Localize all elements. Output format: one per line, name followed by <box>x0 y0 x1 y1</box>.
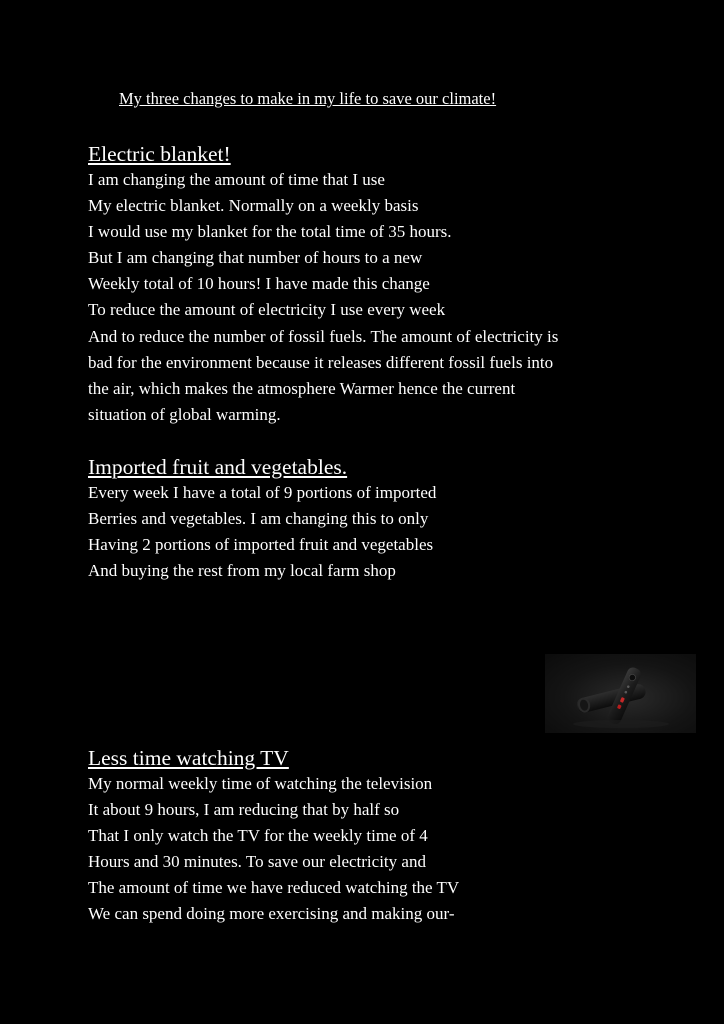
paragraph-line: bad for the environment because it releases different fossil fuels into <box>88 352 554 372</box>
paragraph-line: My normal weekly time of watching the television <box>88 774 433 793</box>
paragraph-line: Hours and 30 minutes. To save our electricity and <box>88 852 426 872</box>
paragraph-line: And buying the rest from my local farm shop <box>88 561 396 581</box>
section-electric-blanket <box>88 141 688 428</box>
paragraph-line: Every week I have a total of 9 portions of imported <box>88 483 437 502</box>
paragraph-line: To reduce the amount of electricity I use every week <box>88 300 446 320</box>
paragraph-line: That I only watch the TV for the weekly time of 4 <box>88 826 428 846</box>
section-imported-fruit <box>88 454 688 584</box>
section-heading: Electric blanket! <box>88 142 231 166</box>
paragraph-line: situation of global warming. <box>88 404 281 424</box>
page-title: My three changes to make in my life to save our climate! <box>119 89 497 108</box>
paragraph-line: the air, which makes the atmosphere Warmer hence the current <box>88 378 516 398</box>
paragraph-line: I am changing the amount of time that I use <box>88 170 385 189</box>
section-heading: Less time watching TV <box>88 746 289 770</box>
paragraph-line: The amount of time we have reduced watching the TV <box>88 878 460 898</box>
tv-remote-photo <box>545 654 696 733</box>
section-less-tv <box>88 745 688 928</box>
paragraph-line: Weekly total of 10 hours! I have made this change <box>88 274 430 294</box>
section-heading: Imported fruit and vegetables. <box>88 455 348 479</box>
paragraph-line: Having 2 portions of imported fruit and vegetables <box>88 535 434 555</box>
paragraph-line: My electric blanket. Normally on a weekly basis <box>88 196 419 216</box>
paragraph-line: We can spend doing more exercising and making our- <box>88 904 455 924</box>
paragraph-line: But I am changing that number of hours to a new <box>88 248 423 268</box>
paragraph-line: Berries and vegetables. I am changing this to only <box>88 509 429 529</box>
paragraph-line: It about 9 hours, I am reducing that by half so <box>88 800 400 820</box>
tv-remote-icon <box>545 654 696 733</box>
paragraph-line: And to reduce the number of fossil fuels. The amount of electricity is <box>88 326 559 346</box>
paragraph-line: I would use my blanket for the total time of 35 hours. <box>88 222 452 242</box>
